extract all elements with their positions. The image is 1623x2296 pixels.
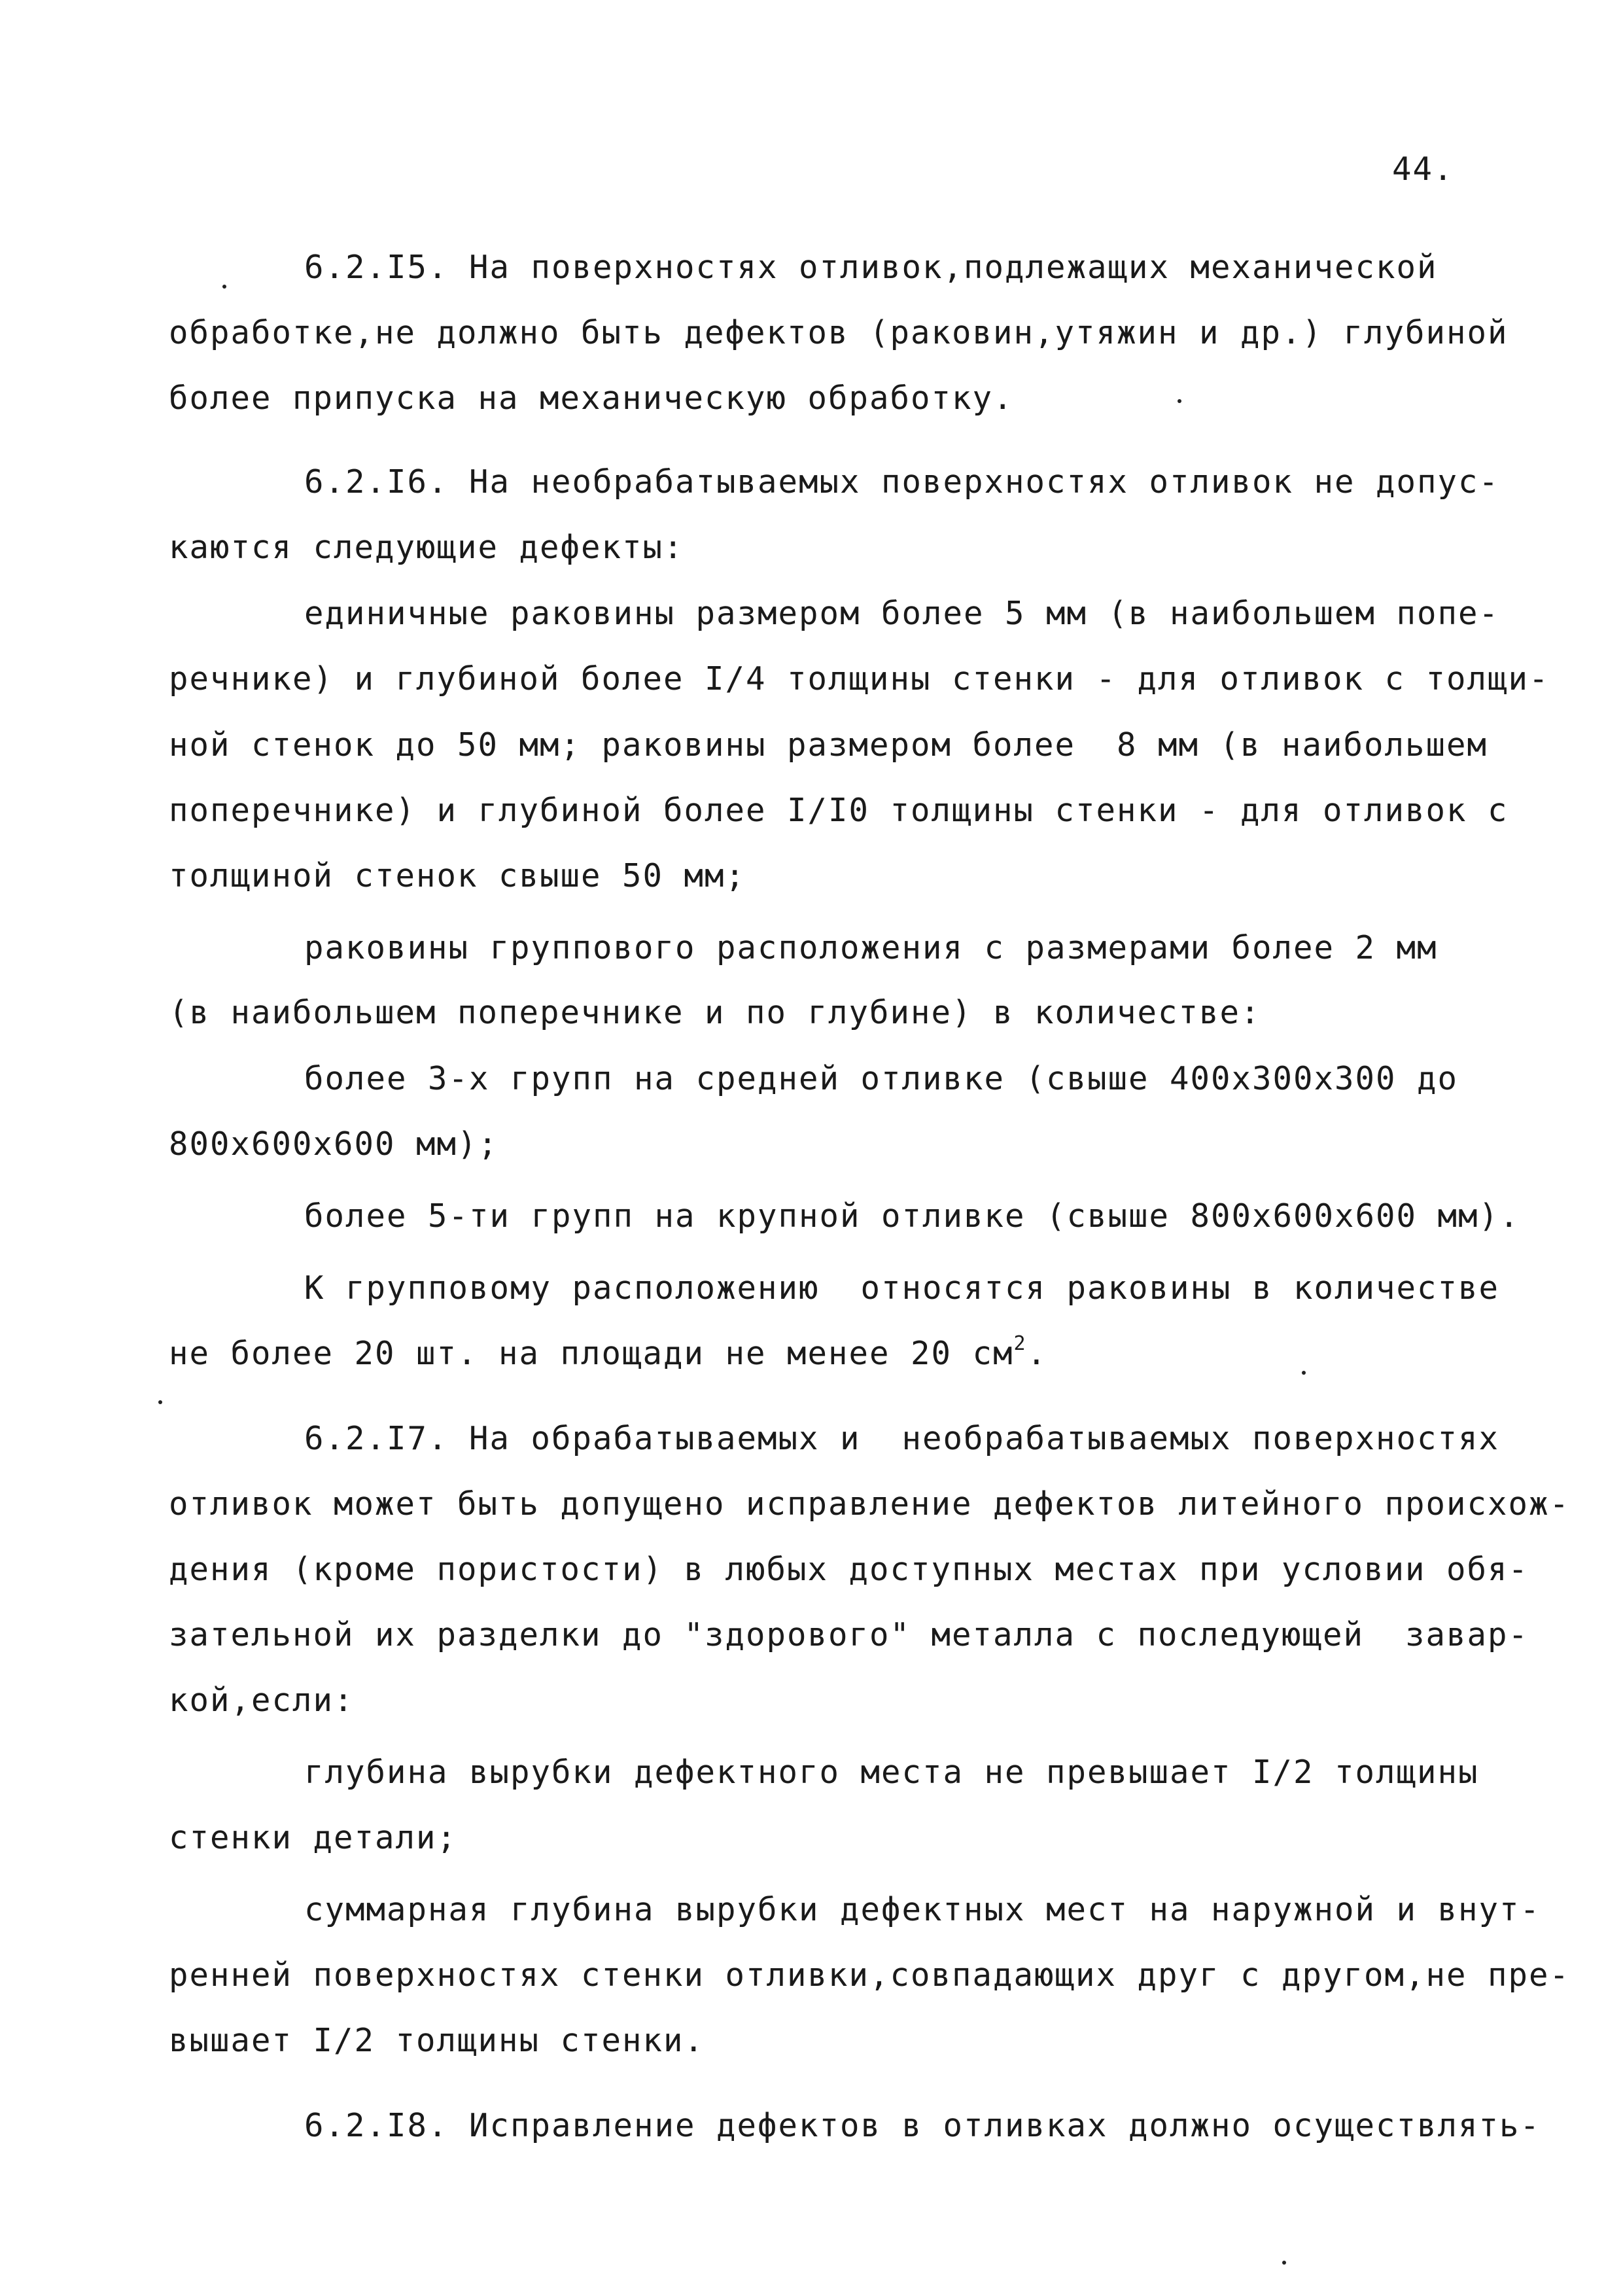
scan-speck: [158, 1400, 162, 1404]
list-item-single-cavities-line-5: толщиной стенок свыше 50 мм;: [169, 857, 746, 894]
group-definition-line-1: К групповому расположению относятся раковины в количестве: [304, 1269, 1500, 1307]
paragraph-6-2-17-line-1: 6.2.I7. На обрабатываемых и необрабатываемых поверхностях: [304, 1420, 1500, 1457]
paragraph-6-2-17-line-5: кой,если:: [169, 1682, 355, 1719]
list-item-single-cavities-line-4: поперечнике) и глубиной более I/I0 толщины стенки - для отливок с: [169, 792, 1509, 829]
scan-speck: [1282, 2261, 1286, 2265]
condition-total-depth-line-2: ренней поверхностях стенки отливки,совпадающих друг с другом,не пре-: [169, 1956, 1571, 1994]
paragraph-6-2-16-line-2: каются следующие дефекты:: [169, 529, 684, 566]
paragraph-6-2-18-line-1: 6.2.I8. Исправление дефектов в отливках должно осуществлять-: [304, 2107, 1541, 2144]
paragraph-6-2-17-line-3: дения (кроме пористости) в любых доступных местах при условии обя-: [169, 1551, 1529, 1588]
scan-speck: [1178, 399, 1181, 403]
condition-depth-line-1: глубина вырубки дефектного места не превышает I/2 толщины: [304, 1754, 1479, 1791]
page-number: 44.: [1392, 150, 1454, 188]
list-item-single-cavities-line-1: единичные раковины размером более 5 мм (в наибольшем попе-: [304, 595, 1500, 632]
condition-total-depth-line-3: вышает I/2 толщины стенки.: [169, 2022, 705, 2059]
list-item-single-cavities-line-3: ной стенок до 50 мм; раковины размером более 8 мм (в наибольшем: [169, 726, 1488, 764]
list-item-single-cavities-line-2: речнике) и глубиной более I/4 толщины стенки - для отливок с толщи-: [169, 660, 1550, 698]
scan-speck: [222, 285, 226, 289]
list-item-group-cavities-line-1: раковины группового расположения с размерами более 2 мм: [304, 929, 1438, 966]
paragraph-6-2-17-line-2: отливок может быть допущено исправление дефектов литейного происхож-: [169, 1485, 1571, 1523]
paragraph-6-2-15-line-1: 6.2.I5. На поверхностях отливок,подлежащих механической: [304, 249, 1438, 286]
paragraph-6-2-17-line-4: зательной их разделки до "здорового" металла с последующей завар-: [169, 1616, 1529, 1653]
list-item-group-cavities-line-2: (в наибольшем поперечнике и по глубине) в количестве:: [169, 994, 1261, 1031]
sub-item-medium-casting-line-1: более 3-х групп на средней отливке (свыше 400х300х300 до: [304, 1060, 1459, 1097]
condition-total-depth-line-1: суммарная глубина вырубки дефектных мест на наружной и внут-: [304, 1891, 1541, 1928]
sub-item-large-casting: более 5-ти групп на крупной отливке (свыше 800х600х600 мм).: [304, 1197, 1520, 1235]
scan-speck: [1302, 1371, 1306, 1375]
condition-depth-line-2: стенки детали;: [169, 1819, 458, 1856]
superscript-2: 2: [1013, 1332, 1027, 1355]
group-definition-text: не более 20 шт. на площади не менее 20 см: [169, 1335, 1014, 1372]
paragraph-6-2-15-line-3: более припуска на механическую обработку.: [169, 380, 1014, 417]
paragraph-6-2-16-line-1: 6.2.I6. На необрабатываемых поверхностях отливок не допус-: [304, 463, 1500, 501]
group-definition-line-2: [169, 1332, 1048, 1372]
line-end-period: .: [1026, 1335, 1048, 1372]
paragraph-6-2-15-line-2: обработке,не должно быть дефектов (раковин,утяжин и др.) глубиной: [169, 314, 1509, 351]
sub-item-medium-casting-line-2: 800х600х600 мм);: [169, 1125, 499, 1163]
